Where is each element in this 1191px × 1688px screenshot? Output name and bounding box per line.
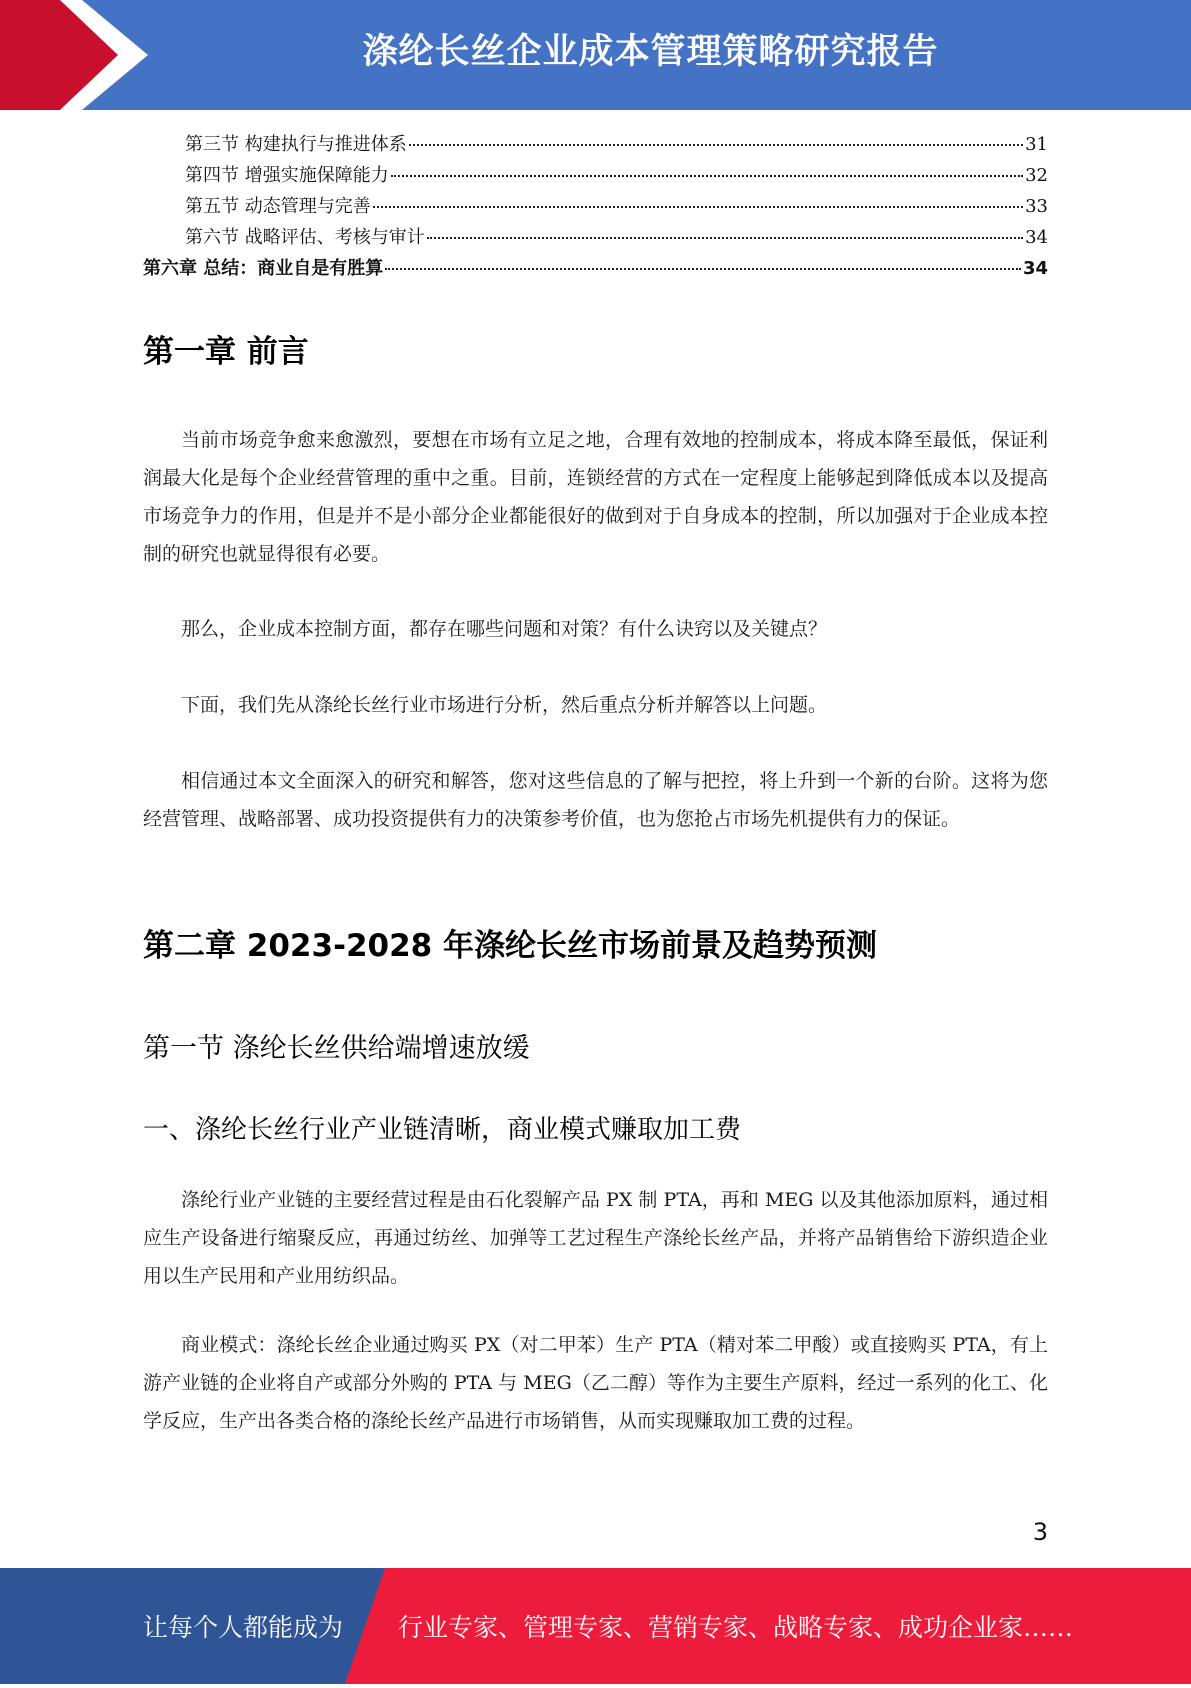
footer-slogan-right: 行业专家、管理专家、营销专家、战略专家、成功企业家……	[398, 1613, 1074, 1642]
toc-chapter-entry[interactable]	[143, 254, 1048, 285]
toc-leader-dots	[427, 237, 1023, 239]
toc-entry-label: 第六节 战略评估、考核与审计	[185, 227, 425, 248]
subsection-paragraph: 涤纶行业产业链的主要经营过程是由石化裂解产品 PX 制 PTA，再和 MEG 以及其他添加原料，通过相应生产设备进行缩聚反应，再通过纺丝、加弹等工艺过程生产涤纶长丝产品，并将产品销售给下游织造企业用以生产民用和产业用纺织品。	[143, 1189, 1048, 1287]
toc-entry-page: 33	[1025, 196, 1048, 217]
footer-slogan-left: 让每个人都能成为	[143, 1613, 344, 1642]
toc-entry-label: 第三节 构建执行与推进体系	[185, 134, 407, 155]
chapter-1-paragraph: 那么，企业成本控制方面，都存在哪些问题和对策？有什么诀窍以及关键点？	[181, 618, 828, 640]
table-of-contents	[143, 130, 1048, 285]
toc-entry-page: 34	[1025, 227, 1048, 248]
toc-entry-page: 32	[1025, 165, 1048, 186]
subsection-paragraph: 商业模式：涤纶长丝企业通过购买 PX（对二甲苯）生产 PTA（精对苯二甲酸）或直接购买 PTA，有上游产业链的企业将自产或部分外购的 PTA 与 MEG（乙二醇）等作为主要生产原料，经过一系列的化工、化学反应，生产出各类合格的涤纶长丝产品进行市场销售，从而实现赚取加工费的过程。	[143, 1334, 1048, 1432]
toc-entry-label: 第四节 增强实施保障能力	[185, 165, 389, 186]
toc-leader-dots	[373, 206, 1023, 208]
chapter-1-paragraph: 相信通过本文全面深入的研究和解答，您对这些信息的了解与把控，将上升到一个新的台阶。这将为您经营管理、战略部署、成功投资提供有力的决策参考价值，也为您抢占市场先机提供有力的保证。	[143, 770, 1048, 830]
chapter-1-paragraph: 当前市场竞争愈来愈激烈，要想在市场有立足之地，合理有效地的控制成本，将成本降至最低，保证利润最大化是每个企业经营管理的重中之重。目前，连锁经营的方式在一定程度上能够起到降低成本以及提高市场竞争力的作用，但是并不是小部分企业都能很好的做到对于自身成本的控制，所以加强对于企业成本控制的研究也就显得很有必要。	[143, 429, 1048, 565]
toc-entry-page: 34	[1022, 258, 1048, 279]
page-footer	[0, 1568, 1191, 1684]
toc-entry-page: 31	[1025, 134, 1048, 155]
toc-entry[interactable]	[143, 130, 1048, 161]
toc-entry[interactable]	[143, 161, 1048, 192]
toc-leader-dots	[409, 144, 1023, 146]
toc-leader-dots	[391, 175, 1023, 177]
toc-entry-label: 第五节 动态管理与完善	[185, 196, 371, 217]
page-header	[0, 0, 1191, 110]
chapter-1-heading: 第一章 前言	[143, 334, 309, 370]
toc-leader-dots	[385, 268, 1021, 270]
section-1-heading: 第一节 涤纶长丝供给端增速放缓	[143, 1033, 530, 1064]
chapter-2-heading: 第二章 2023-2028 年涤纶长丝市场前景及趋势预测	[143, 928, 878, 964]
report-title: 涤纶长丝企业成本管理策略研究报告	[362, 32, 939, 72]
toc-entry[interactable]	[143, 223, 1048, 254]
page-number: 3	[1032, 1518, 1048, 1546]
subsection-1-heading: 一、涤纶长丝行业产业链清晰，商业模式赚取加工费	[143, 1115, 742, 1145]
chapter-1-paragraph: 下面，我们先从涤纶长丝行业市场进行分析，然后重点分析并解答以上问题。	[181, 694, 828, 716]
toc-entry[interactable]	[143, 192, 1048, 223]
toc-entry-label: 第六章 总结：商业自是有胜算	[143, 258, 384, 279]
